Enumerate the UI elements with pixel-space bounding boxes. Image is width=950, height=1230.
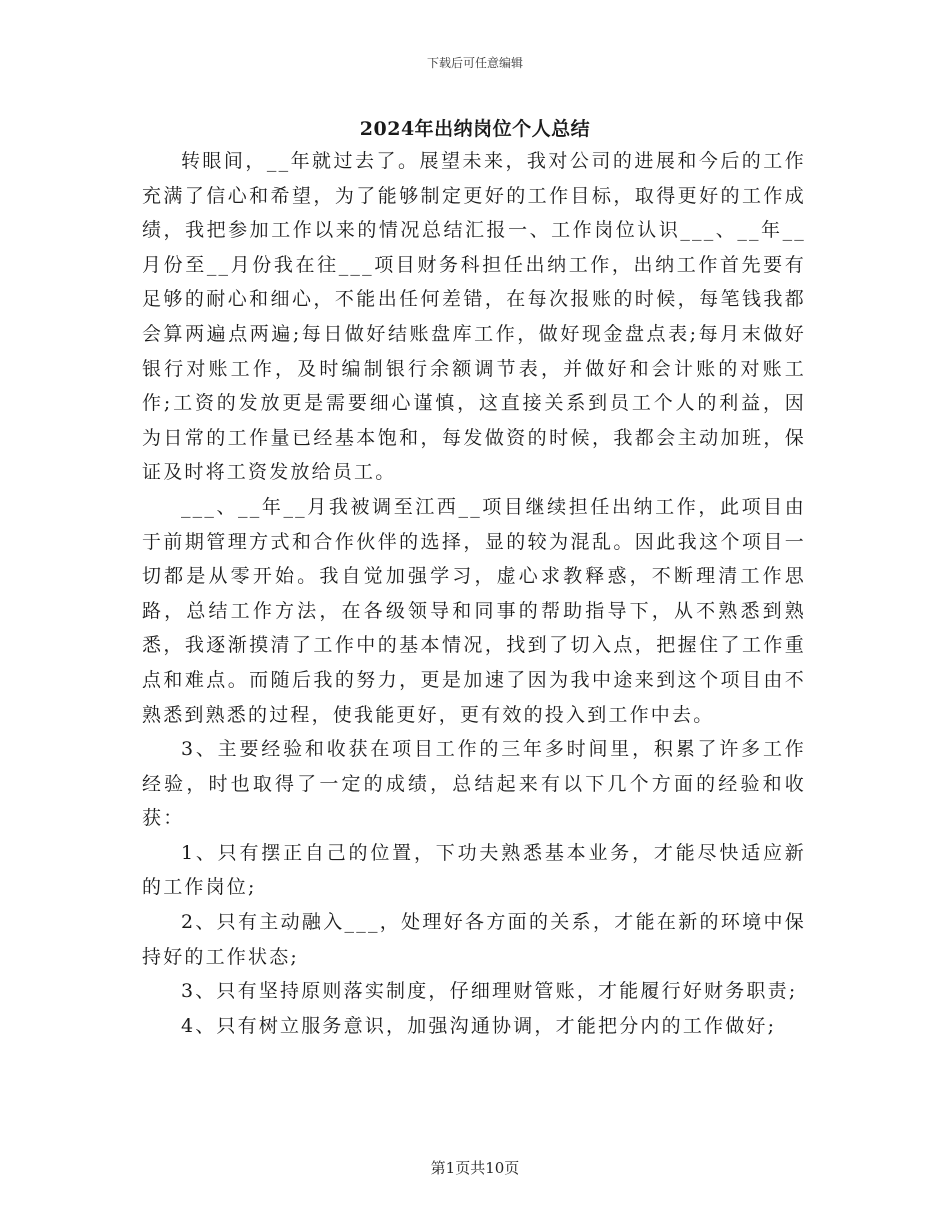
page-number: 第1页共10页 <box>430 1159 520 1177</box>
body-paragraph: 3、主要经验和收获在项目工作的三年多时间里，积累了许多工作经验，时也取得了一定的成绩，总结起来有以下几个方面的经验和收获： <box>142 738 806 830</box>
body-paragraph: ___、__年__月我被调至江西__项目继续担任出纳工作，此项目由于前期管理方式和合作伙伴的选择，显的较为混乱。因此我这个项目一切都是从零开始。我自觉加强学习，虚心求教释惑，不断理清工作思路，总结工作方法，在各级领导和同事的帮助指导下，从不熟悉到熟悉，我逐渐摸清了工作中的基本情况，找到了切入点，把握住了工作重点和难点。而随后我的努力，更是加速了因为我中途来到这个项目由不熟悉到熟悉的过程，使我能更好，更有效的投入到工作中去。 <box>142 495 806 726</box>
document-title: 2024年出纳岗位个人总结 <box>359 118 591 140</box>
page-header-note: 下载后可任意编辑 <box>426 56 523 70</box>
body-paragraph: 2、只有主动融入___，处理好各方面的关系，才能在新的环境中保持好的工作状态; <box>142 911 806 968</box>
body-paragraph: 4、只有树立服务意识，加强沟通协调，才能把分内的工作做好; <box>180 1014 777 1037</box>
body-paragraph: 1、只有摆正自己的位置，下功夫熟悉基本业务，才能尽快适应新的工作岗位; <box>142 841 806 899</box>
body-paragraph: 转眼间，__年就过去了。展望未来，我对公司的进展和今后的工作充满了信心和希望，为了能够制定更好的工作目标，取得更好的工作成绩，我把参加工作以来的情况总结汇报一、工作岗位认识___、__年__月份至__月份我在往___项目财务科担任出纳工作，出纳工作首先要有足够的耐心和细心，不能出任何差错，在每次报账的时候，每笔钱我都会算两遍点两遍;每日做好结账盘库工作，做好现金盘点表;每月末做好银行对账工作，及时编制银行余额调节表，并做好和会计账的对账工作;工资的发放更是需要细心谨慎，这直接关系到员工个人的利益，因为日常的工作量已经基本饱和，每发做资的时候，我都会主动加班，保证及时将工资发放给员工。 <box>142 150 806 484</box>
document-body <box>142 144 806 1043</box>
body-paragraph: 3、只有坚持原则落实制度，仔细理财管账，才能履行好财务职责; <box>180 980 798 1003</box>
